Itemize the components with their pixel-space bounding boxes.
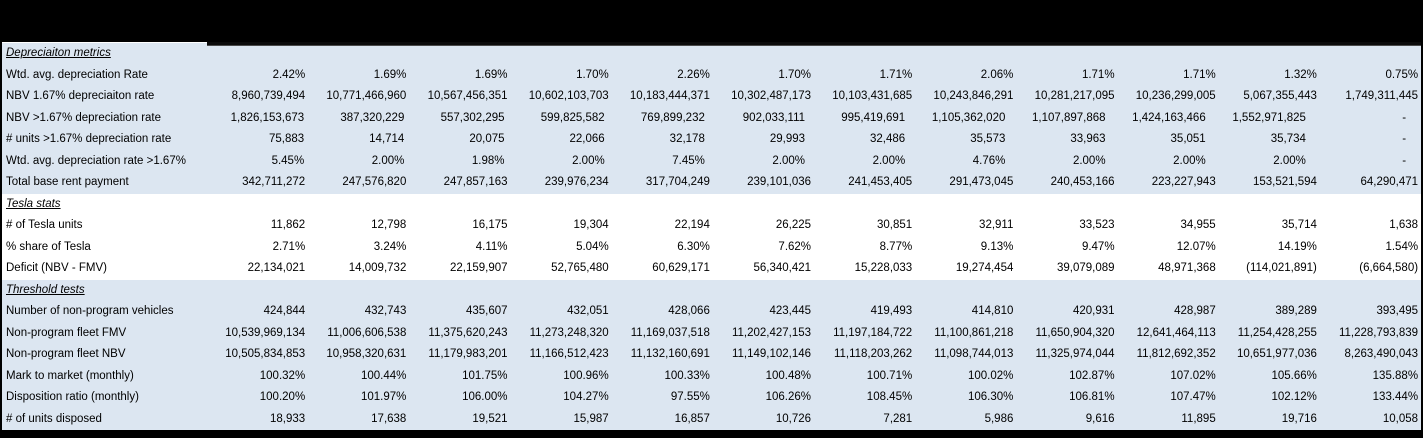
value-cell[interactable]: 100.20% bbox=[259, 391, 306, 403]
value-cell[interactable]: 32,486 bbox=[870, 133, 906, 145]
value-cell[interactable]: 11,273,248,320 bbox=[529, 326, 609, 339]
value-cell[interactable]: 10,958,320,631 bbox=[326, 348, 407, 360]
value-cell[interactable]: 317,704,249 bbox=[645, 176, 710, 188]
value-cell[interactable]: 240,453,166 bbox=[1050, 176, 1115, 188]
value-cell[interactable]: 1,424,163,466 bbox=[1132, 111, 1206, 124]
data-columns-header-band bbox=[207, 42, 1423, 46]
value-cell[interactable]: 19,521 bbox=[472, 412, 508, 425]
table-row bbox=[2, 301, 1421, 323]
value-cell[interactable]: 39,079,089 bbox=[1056, 262, 1115, 274]
value-cell[interactable]: 10,058 bbox=[1382, 412, 1419, 425]
value-cell[interactable]: 104.27% bbox=[563, 391, 609, 403]
value-cell[interactable]: 6.30% bbox=[677, 240, 710, 253]
row-label-cell[interactable]: NBV 1.67% depreciaiton rate bbox=[6, 90, 155, 102]
metrics-table bbox=[2, 43, 1421, 430]
row-label-cell[interactable]: % share of Tesla bbox=[6, 240, 91, 253]
value-cell[interactable]: 1,105,362,020 bbox=[931, 111, 1006, 124]
table-row bbox=[2, 172, 1421, 194]
value-cell[interactable]: 432,743 bbox=[364, 305, 407, 317]
value-cell[interactable]: 9.47% bbox=[1081, 240, 1115, 253]
table-row bbox=[2, 366, 1421, 388]
value-cell[interactable]: 32,178 bbox=[669, 133, 705, 145]
value-cell[interactable]: 26,225 bbox=[775, 219, 812, 231]
value-cell[interactable]: 106.26% bbox=[765, 391, 812, 403]
value-cell[interactable]: (6,664,580) bbox=[1359, 262, 1419, 274]
value-cell[interactable]: 7.45% bbox=[672, 154, 705, 167]
value-cell[interactable]: 35,573 bbox=[970, 133, 1006, 145]
value-cell[interactable]: 11,254,428,255 bbox=[1237, 326, 1317, 339]
value-cell[interactable]: 599,825,582 bbox=[540, 111, 605, 124]
value-cell[interactable]: 1.70% bbox=[576, 68, 609, 81]
value-cell[interactable]: 75,883 bbox=[268, 133, 305, 145]
value-cell[interactable]: 97.55% bbox=[670, 391, 710, 403]
value-cell[interactable]: 291,473,045 bbox=[949, 176, 1014, 188]
value-cell[interactable]: 393,495 bbox=[1376, 305, 1419, 317]
top-black-band bbox=[0, 0, 1423, 42]
row-label-cell[interactable]: Number of non-program vehicles bbox=[6, 305, 174, 317]
value-cell[interactable]: 247,576,820 bbox=[342, 176, 407, 188]
value-cell[interactable]: 11,228,793,839 bbox=[1338, 326, 1419, 339]
value-cell[interactable]: 239,101,036 bbox=[747, 176, 812, 188]
value-cell[interactable]: 2.71% bbox=[272, 240, 306, 253]
value-cell[interactable]: 11,098,744,013 bbox=[934, 348, 1014, 360]
value-cell[interactable]: 5,986 bbox=[984, 412, 1014, 425]
table-row bbox=[2, 151, 1421, 173]
value-cell[interactable]: 389,289 bbox=[1275, 305, 1317, 317]
value-cell[interactable]: 1.98% bbox=[471, 154, 505, 167]
value-cell[interactable]: 8,263,490,043 bbox=[1344, 348, 1419, 360]
value-cell[interactable]: 100.48% bbox=[765, 369, 812, 382]
value-cell[interactable]: 11,325,974,044 bbox=[1035, 348, 1115, 360]
value-cell[interactable]: 1.69% bbox=[474, 68, 508, 81]
value-cell[interactable]: 2.42% bbox=[272, 68, 306, 81]
value-cell[interactable]: 995,419,691 bbox=[841, 111, 906, 124]
value-cell[interactable]: 4.76% bbox=[972, 154, 1006, 167]
value-cell[interactable]: 2.00% bbox=[872, 154, 906, 167]
value-cell[interactable]: 423,445 bbox=[769, 305, 812, 317]
value-cell[interactable]: 33,523 bbox=[1079, 219, 1115, 231]
value-cell[interactable]: - bbox=[1402, 154, 1407, 167]
table-row bbox=[2, 387, 1421, 409]
value-cell[interactable]: 11,179,983,201 bbox=[428, 348, 508, 360]
table-row bbox=[2, 344, 1421, 366]
value-cell[interactable]: 10,539,969,134 bbox=[225, 326, 306, 339]
value-cell[interactable]: 100.02% bbox=[967, 369, 1014, 382]
value-cell[interactable]: 102.87% bbox=[1069, 369, 1115, 382]
value-cell[interactable]: - bbox=[1402, 111, 1407, 124]
value-cell[interactable]: 5.04% bbox=[576, 240, 609, 253]
value-cell[interactable]: 32,911 bbox=[979, 219, 1014, 231]
value-cell[interactable]: 428,987 bbox=[1174, 305, 1216, 317]
value-cell[interactable]: 29,993 bbox=[769, 133, 806, 145]
value-cell[interactable]: 16,175 bbox=[472, 219, 508, 231]
value-cell[interactable]: 1.71% bbox=[1081, 68, 1115, 81]
section-title-row bbox=[2, 43, 1421, 65]
value-cell[interactable]: 2.00% bbox=[772, 154, 806, 167]
value-cell[interactable]: 557,302,295 bbox=[440, 111, 505, 124]
table-row bbox=[2, 237, 1421, 259]
value-cell[interactable]: 2.00% bbox=[1273, 154, 1306, 167]
table-bottom-border bbox=[0, 430, 1423, 438]
table-row bbox=[2, 409, 1421, 431]
value-cell[interactable]: 0.75% bbox=[1385, 68, 1419, 81]
value-cell[interactable]: 10,505,834,853 bbox=[225, 348, 306, 360]
value-cell[interactable]: 428,066 bbox=[668, 305, 710, 317]
value-cell[interactable]: 769,899,232 bbox=[640, 111, 705, 124]
row-label-cell[interactable]: Deficit (NBV - FMV) bbox=[6, 262, 107, 274]
value-cell[interactable]: 2.06% bbox=[980, 68, 1014, 81]
value-cell[interactable]: 10,726 bbox=[775, 412, 812, 425]
row-label-cell[interactable]: # of Tesla units bbox=[6, 219, 83, 231]
value-cell[interactable]: 11,862 bbox=[270, 219, 306, 231]
table-row bbox=[2, 108, 1421, 130]
table-row bbox=[2, 86, 1421, 108]
section-title-row bbox=[2, 280, 1421, 302]
value-cell[interactable]: 10,302,487,173 bbox=[731, 90, 812, 102]
section-title[interactable]: Threshold tests bbox=[6, 283, 85, 296]
value-cell[interactable]: 12,641,464,113 bbox=[1136, 326, 1216, 339]
value-cell[interactable]: 18,933 bbox=[269, 412, 306, 425]
value-cell[interactable]: 11,197,184,722 bbox=[833, 326, 913, 339]
value-cell[interactable]: 100.71% bbox=[866, 369, 913, 382]
value-cell[interactable]: 107.47% bbox=[1170, 391, 1216, 403]
value-cell[interactable]: 419,493 bbox=[870, 305, 913, 317]
value-cell[interactable]: 102.12% bbox=[1271, 391, 1317, 403]
value-cell[interactable]: 17,638 bbox=[371, 412, 407, 425]
value-cell[interactable]: 420,931 bbox=[1072, 305, 1115, 317]
value-cell[interactable]: 1.71% bbox=[1183, 68, 1216, 81]
table-left-border bbox=[0, 0, 2, 438]
value-cell[interactable]: 7.62% bbox=[778, 240, 812, 253]
value-cell[interactable]: 22,066 bbox=[569, 133, 605, 145]
row-label-cell[interactable]: # units >1.67% depreciation rate bbox=[6, 133, 172, 145]
row-label-cell[interactable]: Non-program fleet FMV bbox=[6, 326, 127, 339]
value-cell[interactable]: 10,651,977,036 bbox=[1236, 348, 1317, 360]
row-label-cell[interactable]: Wtd. avg. depreciation Rate bbox=[6, 68, 148, 81]
row-label-cell[interactable]: # of units disposed bbox=[6, 412, 102, 425]
value-cell[interactable]: 10,236,299,005 bbox=[1135, 90, 1216, 102]
value-cell[interactable]: 1,107,897,868 bbox=[1032, 111, 1106, 124]
value-cell[interactable]: 432,051 bbox=[567, 305, 609, 317]
value-cell[interactable]: 22,159,907 bbox=[449, 262, 508, 274]
value-cell[interactable]: 10,183,444,371 bbox=[629, 90, 710, 102]
value-cell[interactable]: 14.19% bbox=[1277, 240, 1317, 253]
value-cell[interactable]: 56,340,421 bbox=[753, 262, 812, 274]
value-cell[interactable]: 106.00% bbox=[462, 391, 508, 403]
value-cell[interactable]: 100.32% bbox=[259, 369, 306, 382]
section-title-row bbox=[2, 194, 1421, 216]
value-cell[interactable]: 35,734 bbox=[1270, 133, 1306, 145]
value-cell[interactable]: 1,552,971,825 bbox=[1232, 111, 1306, 124]
table-row bbox=[2, 323, 1421, 345]
value-cell[interactable]: 10,771,466,960 bbox=[326, 90, 407, 102]
value-cell[interactable]: 11,132,160,691 bbox=[630, 348, 710, 360]
value-cell[interactable]: 35,051 bbox=[1170, 133, 1206, 145]
value-cell[interactable]: 5.45% bbox=[271, 154, 305, 167]
value-cell[interactable]: 105.66% bbox=[1271, 369, 1317, 382]
value-cell[interactable]: 1.71% bbox=[879, 68, 913, 81]
value-cell[interactable]: 239,976,234 bbox=[544, 176, 609, 188]
table-row bbox=[2, 65, 1421, 87]
value-cell[interactable]: 19,716 bbox=[1281, 412, 1317, 425]
value-cell[interactable]: 342,711,272 bbox=[242, 176, 306, 188]
value-cell[interactable]: 10,281,217,095 bbox=[1034, 90, 1115, 102]
value-cell[interactable]: 5,067,355,443 bbox=[1243, 90, 1317, 102]
value-cell[interactable]: 11,166,512,423 bbox=[529, 348, 609, 360]
value-cell[interactable]: 2.00% bbox=[1072, 154, 1106, 167]
value-cell[interactable]: 11,100,861,218 bbox=[934, 326, 1014, 339]
value-cell[interactable]: 135.88% bbox=[1372, 369, 1419, 382]
value-cell[interactable]: 1,638 bbox=[1389, 219, 1419, 231]
value-cell[interactable]: 11,006,606,538 bbox=[327, 326, 407, 339]
value-cell[interactable]: 12.07% bbox=[1176, 240, 1216, 253]
value-cell[interactable]: 223,227,943 bbox=[1151, 176, 1216, 188]
value-cell[interactable]: 19,304 bbox=[573, 219, 609, 231]
value-cell[interactable]: 16,857 bbox=[674, 412, 710, 425]
value-cell[interactable]: 106.81% bbox=[1069, 391, 1115, 403]
value-cell[interactable]: 1.54% bbox=[1385, 240, 1419, 253]
value-cell[interactable]: 19,274,454 bbox=[955, 262, 1014, 274]
value-cell[interactable]: 64,290,471 bbox=[1360, 176, 1419, 188]
value-cell[interactable]: 101.75% bbox=[462, 369, 508, 382]
value-cell[interactable]: 14,714 bbox=[369, 133, 405, 145]
value-cell[interactable]: 2.00% bbox=[1173, 154, 1206, 167]
value-cell[interactable]: 1.70% bbox=[778, 68, 812, 81]
section-title[interactable]: Depreciaiton metrics bbox=[6, 47, 111, 59]
table-row bbox=[2, 215, 1421, 237]
value-cell[interactable]: 106.30% bbox=[967, 391, 1014, 403]
value-cell[interactable]: 100.33% bbox=[664, 369, 710, 382]
value-cell[interactable]: 424,844 bbox=[263, 305, 306, 317]
value-cell[interactable]: 11,149,102,146 bbox=[731, 348, 812, 360]
value-cell[interactable]: 9,616 bbox=[1085, 412, 1115, 425]
value-cell[interactable]: 435,607 bbox=[465, 305, 508, 317]
value-cell[interactable]: 11,202,427,153 bbox=[731, 326, 812, 339]
value-cell[interactable]: 30,851 bbox=[877, 219, 913, 231]
row-label-cell[interactable]: Non-program fleet NBV bbox=[6, 348, 126, 360]
value-cell[interactable]: 11,169,037,518 bbox=[630, 326, 710, 339]
value-cell[interactable]: 11,895 bbox=[1181, 412, 1216, 425]
value-cell[interactable]: 10,103,431,685 bbox=[832, 90, 913, 102]
value-cell[interactable]: 52,765,480 bbox=[551, 262, 609, 274]
value-cell[interactable]: 2.00% bbox=[371, 154, 405, 167]
section-title[interactable]: Tesla stats bbox=[6, 197, 61, 210]
value-cell[interactable]: 10,567,456,351 bbox=[427, 90, 508, 102]
row-label-cell[interactable]: Wtd. avg. depreciation rate >1.67% bbox=[6, 154, 186, 167]
value-cell[interactable]: 3.24% bbox=[373, 240, 407, 253]
value-cell[interactable]: 1,749,311,445 bbox=[1345, 90, 1419, 102]
value-cell[interactable]: 11,375,620,243 bbox=[428, 326, 508, 339]
value-cell[interactable]: 153,521,594 bbox=[1252, 176, 1317, 188]
value-cell[interactable]: 8.77% bbox=[879, 240, 913, 253]
value-cell[interactable]: 108.45% bbox=[866, 391, 913, 403]
value-cell[interactable]: 22,134,021 bbox=[247, 262, 306, 274]
value-cell[interactable]: 22,194 bbox=[674, 219, 710, 231]
value-cell[interactable]: 12,798 bbox=[371, 219, 407, 231]
value-cell[interactable]: 10,243,846,291 bbox=[933, 90, 1014, 102]
value-cell[interactable]: 902,033,111 bbox=[742, 111, 806, 124]
value-cell[interactable]: 101.97% bbox=[360, 391, 407, 403]
value-cell[interactable]: 35,714 bbox=[1281, 219, 1317, 231]
value-cell[interactable]: 387,320,229 bbox=[340, 111, 405, 124]
value-cell[interactable]: 9.13% bbox=[980, 240, 1014, 253]
value-cell[interactable]: 100.44% bbox=[360, 369, 407, 382]
value-cell[interactable]: 11,812,692,352 bbox=[1136, 348, 1216, 360]
value-cell[interactable]: 10,602,103,703 bbox=[528, 90, 609, 102]
value-cell[interactable]: 8,960,739,494 bbox=[231, 90, 306, 102]
value-cell[interactable]: 241,453,405 bbox=[848, 176, 913, 188]
value-cell[interactable]: 133.44% bbox=[1372, 391, 1419, 403]
value-cell[interactable]: 7,281 bbox=[883, 412, 913, 425]
row-label-cell[interactable]: Mark to market (monthly) bbox=[6, 369, 134, 382]
value-cell[interactable]: 15,228,033 bbox=[854, 262, 913, 274]
table-row bbox=[2, 129, 1421, 151]
value-cell[interactable]: 2.26% bbox=[677, 68, 710, 81]
value-cell[interactable]: 11,650,904,320 bbox=[1035, 326, 1115, 339]
value-cell[interactable]: 33,963 bbox=[1070, 133, 1106, 145]
row-label-cell[interactable]: NBV >1.67% depreciation rate bbox=[6, 111, 162, 124]
value-cell[interactable]: 1.32% bbox=[1284, 68, 1317, 81]
table-row bbox=[2, 258, 1421, 280]
value-cell[interactable]: 1.69% bbox=[373, 68, 407, 81]
value-cell[interactable]: 107.02% bbox=[1170, 369, 1216, 382]
row-label-cell[interactable]: Total base rent payment bbox=[6, 176, 129, 188]
value-cell[interactable]: 34,955 bbox=[1180, 219, 1216, 231]
value-cell[interactable]: - bbox=[1402, 133, 1407, 145]
value-cell[interactable]: 1,826,153,673 bbox=[230, 111, 305, 124]
value-cell[interactable]: 247,857,163 bbox=[443, 176, 508, 188]
value-cell[interactable]: 60,629,171 bbox=[652, 262, 710, 274]
value-cell[interactable]: 414,810 bbox=[971, 305, 1014, 317]
value-cell[interactable]: 2.00% bbox=[572, 154, 605, 167]
row-label-cell[interactable]: Disposition ratio (monthly) bbox=[6, 391, 139, 403]
value-cell[interactable]: 4.11% bbox=[475, 240, 508, 253]
value-cell[interactable]: 15,987 bbox=[573, 412, 609, 425]
value-cell[interactable]: 100.96% bbox=[563, 369, 609, 382]
value-cell[interactable]: 11,118,203,262 bbox=[833, 348, 913, 360]
value-cell[interactable]: 48,971,368 bbox=[1158, 262, 1216, 274]
value-cell[interactable]: 20,075 bbox=[469, 133, 505, 145]
value-cell[interactable]: 14,009,732 bbox=[348, 262, 407, 274]
value-cell[interactable]: (114,021,891) bbox=[1246, 262, 1317, 274]
